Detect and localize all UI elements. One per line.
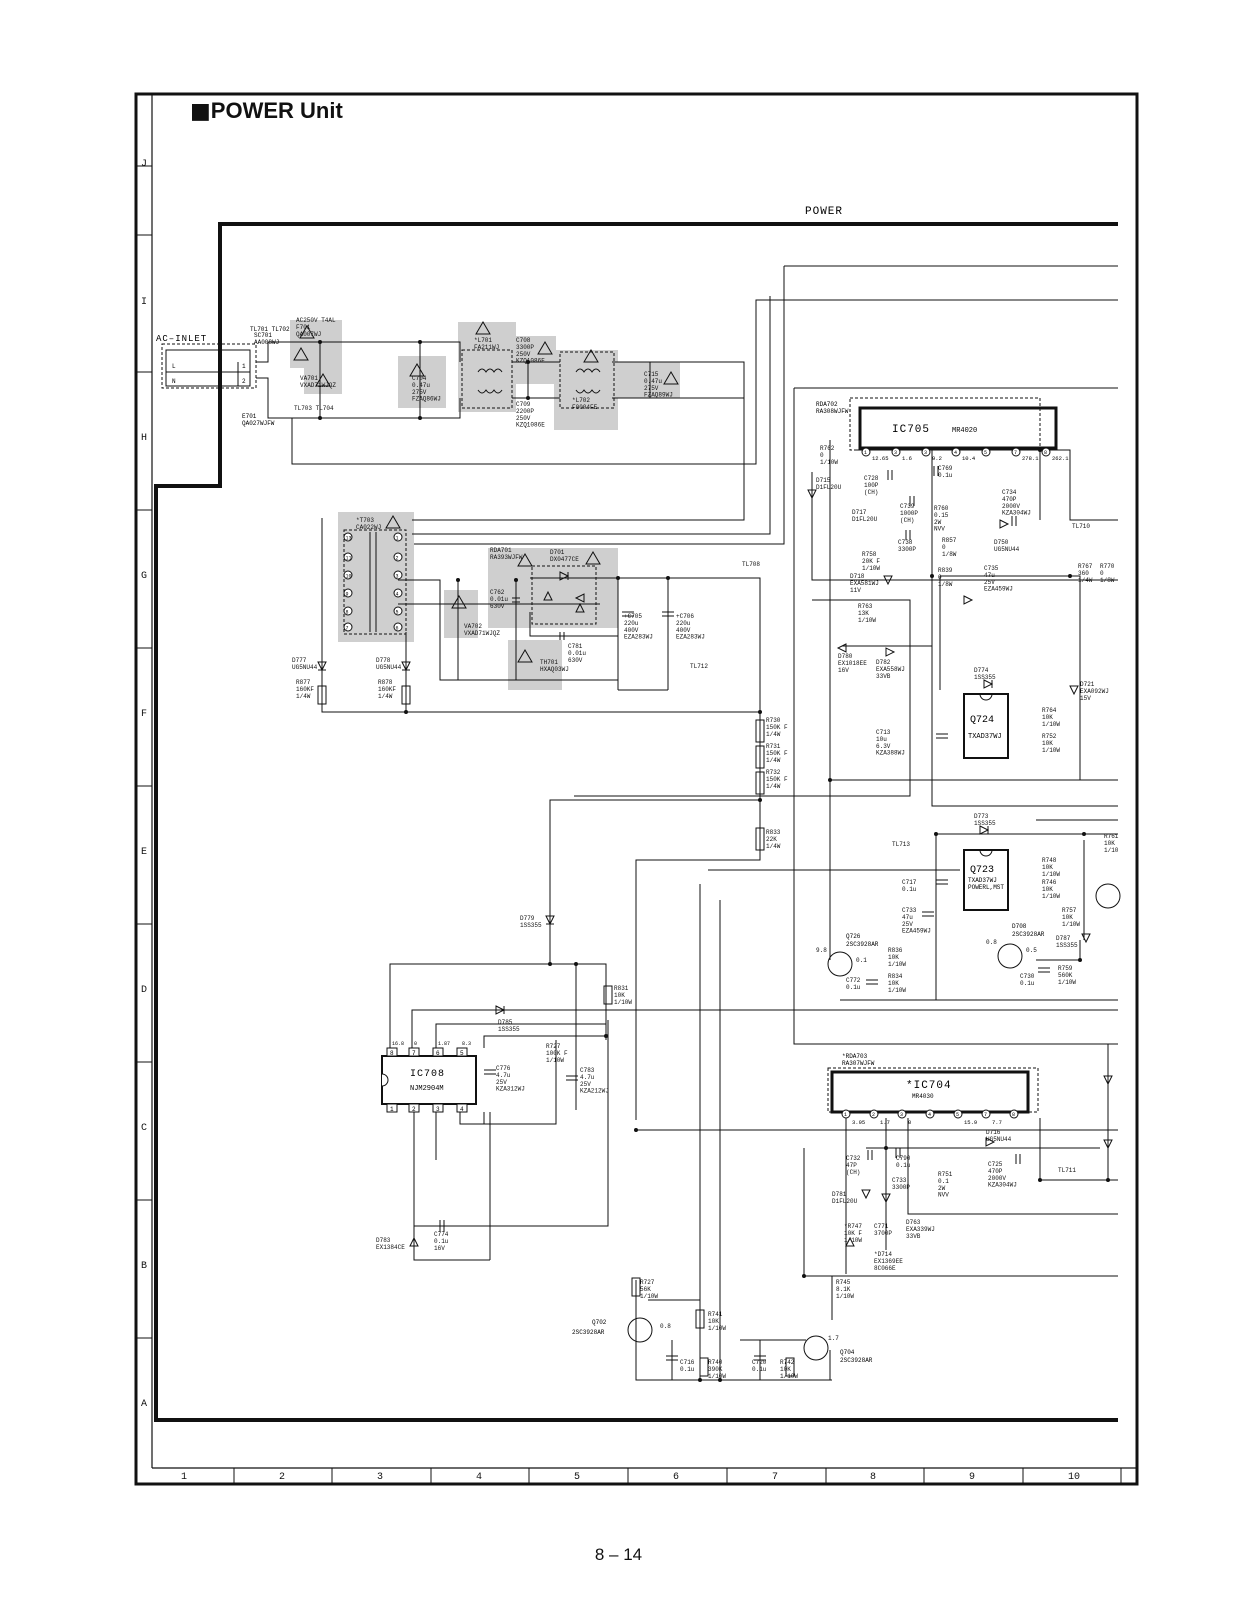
ic704-name: *IC704 xyxy=(906,1080,952,1092)
ic-pin-number: 3 xyxy=(900,1112,904,1118)
part-label-tl712: TL712 xyxy=(690,663,709,670)
part-label-r745: R745 8.1K 1/10W xyxy=(836,1279,855,1300)
part-label-c720: C720 0.1u xyxy=(752,1359,767,1373)
part-label-tl703: TL703 TL704 xyxy=(294,405,334,412)
ic-pin-number: 5 xyxy=(460,1050,464,1057)
q726-part: 2SC3928AR xyxy=(846,941,879,948)
inlet-pin-number: 1 xyxy=(242,363,246,370)
ic708-name: IC708 xyxy=(410,1069,446,1080)
transformer-pin-number: 6 xyxy=(395,625,399,632)
part-label-r763: R763 13K 1/10W xyxy=(858,603,877,624)
part-label-r752: R752 10K 1/10W xyxy=(1042,733,1061,754)
part-label-th701: TH701 HXAQ03WJ xyxy=(540,659,569,673)
part-label-c735: C735 47u 25V EZA459WJ xyxy=(984,565,1013,593)
part-label-v3: 0.8 xyxy=(660,1323,671,1330)
part-label-r757: R757 10K 1/10W xyxy=(1062,907,1081,928)
inlet-pin-label: L xyxy=(172,363,176,370)
ac-inlet-label: AC–INLET xyxy=(156,334,208,344)
row-label-A: A xyxy=(141,1399,148,1410)
part-label-rda701: RDA701 RA393WJFW xyxy=(490,547,523,561)
ic-pin-number: 1 xyxy=(390,1106,394,1113)
ic-pin-voltage: 0 xyxy=(414,1041,418,1047)
column-label-6: 6 xyxy=(673,1472,680,1483)
part-label-d778: D778 UG5NU44 xyxy=(376,657,402,671)
part-label-d716: D716 UG5NU44 xyxy=(986,1129,1012,1143)
q704-part: 2SC3928AR xyxy=(840,1357,873,1364)
part-label-d779: D779 1SS355 xyxy=(520,915,542,929)
part-label-c728: C728 100P (CH) xyxy=(864,475,879,496)
q704-label: Q704 xyxy=(840,1349,855,1356)
transformer-pin-number: 9 xyxy=(345,591,349,598)
transformer-pin-number: 1 xyxy=(395,535,399,542)
ic-pin-voltage: 1.7 xyxy=(880,1119,890,1126)
row-label-H: H xyxy=(141,433,148,444)
ic-pin-number: 1 xyxy=(844,1112,848,1118)
part-labels xyxy=(292,317,1119,1380)
part-label-r746: R746 10K 1/10W xyxy=(1042,879,1061,900)
ic-pin-number: 2 xyxy=(872,1112,876,1118)
ic-pin-number: 1 xyxy=(864,450,868,456)
ic-pin-number: 7 xyxy=(984,1112,988,1118)
part-label-r759: R759 560K 1/10W xyxy=(1058,965,1077,986)
ic-pin-number: 7 xyxy=(412,1050,416,1057)
q702-label: Q702 xyxy=(592,1319,607,1326)
part-label-d783: D783 EX1384CE xyxy=(376,1237,405,1251)
part-label-c734: C734 470P 2000V KZA304WJ xyxy=(1002,489,1031,517)
q726-label: Q726 xyxy=(846,933,861,940)
part-label-tl708: TL708 xyxy=(742,561,761,568)
part-label-r727: R727 56K 1/10W xyxy=(640,1279,659,1300)
part-label-c769: C769 0.1u xyxy=(938,465,953,479)
part-label-r741: R741 10K 1/10W xyxy=(708,1311,727,1332)
part-label-d714: *D714 EX1369EE 8C066E xyxy=(874,1251,903,1272)
part-label-d782: D782 EXA558WJ 33VB xyxy=(876,659,905,680)
transformer-pin-number: 3 xyxy=(395,573,399,580)
page-number: 8 – 14 xyxy=(594,1545,643,1564)
part-label-r764: R764 10K 1/10W xyxy=(1042,707,1061,728)
column-label-8: 8 xyxy=(870,1472,877,1483)
ic-pin-number: 3 xyxy=(436,1106,440,1113)
part-label-r758: R758 20K F 1/10W xyxy=(862,551,881,572)
ic-pin-voltage: 7.7 xyxy=(992,1119,1002,1126)
part-label-r834: R834 10K 1/10W xyxy=(888,973,907,994)
part-label-r878: R878 160KF 1/4W xyxy=(378,679,397,700)
part-label-c717: C717 0.1u xyxy=(902,879,917,893)
transformer-pin-number: 11 xyxy=(345,555,352,562)
row-labels xyxy=(141,159,147,1410)
part-label-c738: C738 3300P xyxy=(898,539,917,553)
ic-pin-voltage: 262.1 xyxy=(1052,455,1069,462)
part-label-r877: R877 160KF 1/4W xyxy=(296,679,315,700)
ic705-ref: RDA702 RA308WJFW xyxy=(816,401,849,415)
row-label-B: B xyxy=(141,1261,148,1272)
part-label-t703: *T703 CA022WJ xyxy=(356,517,382,531)
part-label-c706: +C706 220u 400V EZA283WJ xyxy=(676,613,705,641)
q724-part: TXAD37WJ xyxy=(968,733,1002,741)
ic708 xyxy=(382,1056,476,1104)
part-label-c762: C762 0.01u 630V xyxy=(490,589,509,610)
column-label-10: 10 xyxy=(1068,1472,1081,1483)
part-label-d787: D787 1SS355 xyxy=(1056,935,1078,949)
ic705-part: MR4020 xyxy=(952,427,978,435)
ic-pin-number: 4 xyxy=(954,450,958,456)
part-label-r731: R731 150K F 1/4W xyxy=(766,743,788,764)
ic-pin-number: 5 xyxy=(984,450,988,456)
part-label-d780: D780 EX1018EE 16V xyxy=(838,653,867,674)
part-label-d785: D785 1SS355 xyxy=(498,1019,520,1033)
column-labels xyxy=(181,1472,1080,1483)
part-label-d718: D718 EXA581WJ 11V xyxy=(850,573,879,594)
ic-pin-voltage: 15.9 xyxy=(964,1119,978,1126)
ic-pin-number: 3 xyxy=(894,450,898,456)
transformer-pin-number: 2 xyxy=(395,555,399,562)
board-title: POWER xyxy=(805,206,844,218)
part-label-r742: R742 10K 1/10W xyxy=(780,1359,799,1380)
part-label-c730: C730 0.1u xyxy=(1020,973,1035,987)
ic705-name: IC705 xyxy=(892,424,931,436)
part-label-v1: 0.5 xyxy=(1026,947,1037,954)
part-label-c790: C790 0.1u xyxy=(896,1155,911,1169)
ic-pin-voltage: 16.8 xyxy=(392,1041,405,1047)
transformer-pin-number: 4 xyxy=(395,591,399,598)
ic-pin-number: 8 xyxy=(390,1050,394,1057)
part-label-l701: *L701 FA211WJ xyxy=(474,337,500,351)
part-label-c704: C704 0.47u 275V FZAQ86WJ xyxy=(412,375,441,403)
column-label-4: 4 xyxy=(476,1472,483,1483)
transformer-pin-number: 5 xyxy=(395,609,399,616)
test-point-label: TL701 TL702 xyxy=(250,326,290,333)
ic705 xyxy=(850,398,1056,450)
part-label-c709: C709 2200P 250V KZQ1086E xyxy=(516,401,545,429)
row-label-F: F xyxy=(141,709,148,720)
ic-pin-voltage: 278.1 xyxy=(1022,455,1039,462)
part-label-r833: R833 22K 1/4W xyxy=(766,829,781,850)
row-label-I: I xyxy=(141,297,148,308)
part-label-d750: D750 UG5NU44 xyxy=(994,539,1020,553)
page-title: ■POWER Unit xyxy=(190,98,343,124)
part-label-r831: R831 10K 1/10W xyxy=(614,985,633,1006)
ic-pin-number: 7 xyxy=(1014,450,1018,456)
part-label-v4: 0.8 xyxy=(986,939,997,946)
row-label-E: E xyxy=(141,847,148,858)
bjt-symbols xyxy=(628,884,1120,1360)
part-label-r727b: R727 100K F 1/10W xyxy=(546,1043,568,1064)
part-label-d773: D773 1SS355 xyxy=(974,813,996,827)
ic-pin-voltage: 1.87 xyxy=(438,1041,451,1047)
part-label-va701: VA701 VXAD71WJQZ xyxy=(300,375,337,389)
ic-pin-voltage: 10.4 xyxy=(962,455,976,462)
part-label-d774: D774 1SS355 xyxy=(974,667,996,681)
ic-pin-number: 5 xyxy=(956,1112,960,1118)
part-label-r836: R836 10K 1/10W xyxy=(888,947,907,968)
part-label-r740: R740 390K 1/10W xyxy=(708,1359,727,1380)
ic-pin-voltage: 0 xyxy=(908,1119,912,1126)
part-label-c733b: C733 3300P xyxy=(892,1177,911,1191)
part-label-d781: D781 D1FL20U xyxy=(832,1191,858,1205)
part-label-r761: R761 10K 1/10 xyxy=(1104,833,1119,854)
q723-name: Q723 xyxy=(970,865,995,876)
ic-pin-number: 2 xyxy=(412,1106,416,1113)
q724-name: Q724 xyxy=(970,715,995,726)
part-label-tl713: TL713 xyxy=(892,841,911,848)
ground-label: E701 QA027WJFW xyxy=(242,413,275,427)
column-label-7: 7 xyxy=(772,1472,779,1483)
row-label-C: C xyxy=(141,1123,148,1134)
part-label-d715: D715 D1FL20U xyxy=(816,477,842,491)
ic708-part: NJM2904M xyxy=(410,1085,444,1093)
ic-pin-voltage: 12.65 xyxy=(872,455,889,462)
ic-pin-voltage: 8.3 xyxy=(462,1041,472,1047)
ic704-ref: *RDA703 RA307WJFW xyxy=(842,1053,875,1067)
ic-pin-number: 4 xyxy=(928,1112,932,1118)
part-label-v0: 0.1 xyxy=(856,957,867,964)
part-label-c739: C739 1000P (CH) xyxy=(900,503,919,524)
inlet-pin-label: N xyxy=(172,378,176,385)
part-label-d701: D701 DX0477CE xyxy=(550,549,579,563)
inlet-pin-number: 2 xyxy=(242,378,246,385)
part-label-r732: R732 150K F 1/4W xyxy=(766,769,788,790)
part-label-r839: R839 0 1/8W xyxy=(938,567,953,588)
ic-pin-number: 4 xyxy=(460,1106,464,1113)
part-label-c774: C774 0.1u 16V xyxy=(434,1231,449,1252)
part-label-r767: R767 360 1/4W xyxy=(1078,563,1093,584)
part-label-r762: R762 0 1/10W xyxy=(820,445,839,466)
column-label-3: 3 xyxy=(377,1472,384,1483)
ic-pin-number: 8 xyxy=(1012,1112,1016,1118)
part-label-c771: C771 3700P xyxy=(874,1223,893,1237)
row-label-J: J xyxy=(141,159,148,170)
part-label-r751: R751 0.1 2W NVV xyxy=(938,1171,953,1199)
part-label-tl710: TL710 xyxy=(1072,523,1091,530)
row-label-G: G xyxy=(141,571,148,582)
transformer-pin-number: 8 xyxy=(345,609,349,616)
ic-pin-voltage: 3.95 xyxy=(852,1119,866,1126)
part-label-c783: C783 4.7u 25V KZA212WJ xyxy=(580,1067,609,1095)
part-label-tl711: TL711 xyxy=(1058,1167,1077,1174)
part-label-c776: C776 4.7u 25V KZA312WJ xyxy=(496,1065,525,1093)
part-label-c732: C732 47P (CH) xyxy=(846,1155,861,1176)
ic-pin-number: 8 xyxy=(1044,450,1048,456)
part-label-d763: D763 EXA339WJ 33VB xyxy=(906,1219,935,1240)
part-label-v9: 9.8 xyxy=(816,947,827,954)
ic-pin-number: 3 xyxy=(924,450,928,456)
column-label-1: 1 xyxy=(181,1472,188,1483)
part-label-r770: R770 0 1/8W xyxy=(1100,563,1115,584)
part-label-f701: AC250V T4AL F701 QA007WJ xyxy=(296,317,336,338)
part-label-c715: C715 0.47u 275V FZAQ89WJ xyxy=(644,371,673,399)
part-label-d717: D717 D1FL20U xyxy=(852,509,878,523)
part-label-c705: +C705 220u 400V EZA283WJ xyxy=(624,613,653,641)
part-label-d777: D777 UG5NU44 xyxy=(292,657,318,671)
part-label-r748: R748 10K 1/10W xyxy=(1042,857,1061,878)
transformer-pin-number: 13 xyxy=(345,535,352,542)
part-label-l702: *L702 F0004FE xyxy=(572,397,598,411)
inlet-connector-label: SC701 AA008WJ xyxy=(254,332,280,346)
column-label-2: 2 xyxy=(279,1472,286,1483)
part-label-r747: *R747 10K F 1/10W xyxy=(844,1223,863,1244)
part-label-v2: 1.7 xyxy=(828,1335,839,1342)
part-label-d721: D721 EXA092WJ 15V xyxy=(1080,681,1109,702)
part-label-c713: C713 10u 6.3V KZA388WJ xyxy=(876,729,905,757)
part-label-r730: R730 150K F 1/4W xyxy=(766,717,788,738)
part-label-va702: VA702 VXAD71WJQZ xyxy=(464,623,501,637)
d708-label: D708 xyxy=(1012,923,1027,930)
d708-part: 2SC3928AR xyxy=(1012,931,1045,938)
row-label-D: D xyxy=(141,985,148,996)
ic-pin-number: 6 xyxy=(436,1050,440,1057)
part-label-r857: R857 0 1/8W xyxy=(942,537,957,558)
part-label-c781: C781 0.01u 630V xyxy=(568,643,587,664)
part-label-c733: C733 47u 25V EZA459WJ xyxy=(902,907,931,935)
part-label-c716: C716 0.1u xyxy=(680,1359,695,1373)
q723-part: TXAD37WJ POWERL,MST xyxy=(968,877,1005,891)
column-label-9: 9 xyxy=(969,1472,976,1483)
part-label-c772: C772 0.1u xyxy=(846,977,861,991)
ic-pin-voltage: 9.2 xyxy=(932,455,942,462)
transformer-pin-number: 7 xyxy=(345,625,349,632)
q702-part: 2SC3928AR xyxy=(572,1329,605,1336)
part-label-r760: R760 0.15 2W NVV xyxy=(934,505,949,533)
ic-pin-voltage: 1.6 xyxy=(902,455,912,462)
column-label-5: 5 xyxy=(574,1472,581,1483)
part-label-c708: C708 3300P 250V KZQ1086E xyxy=(516,337,545,365)
ic704-part: MR4030 xyxy=(912,1093,934,1100)
part-label-c725: C725 470P 2000V KZA304WJ xyxy=(988,1161,1017,1189)
transformer-pin-number: 10 xyxy=(345,573,352,580)
